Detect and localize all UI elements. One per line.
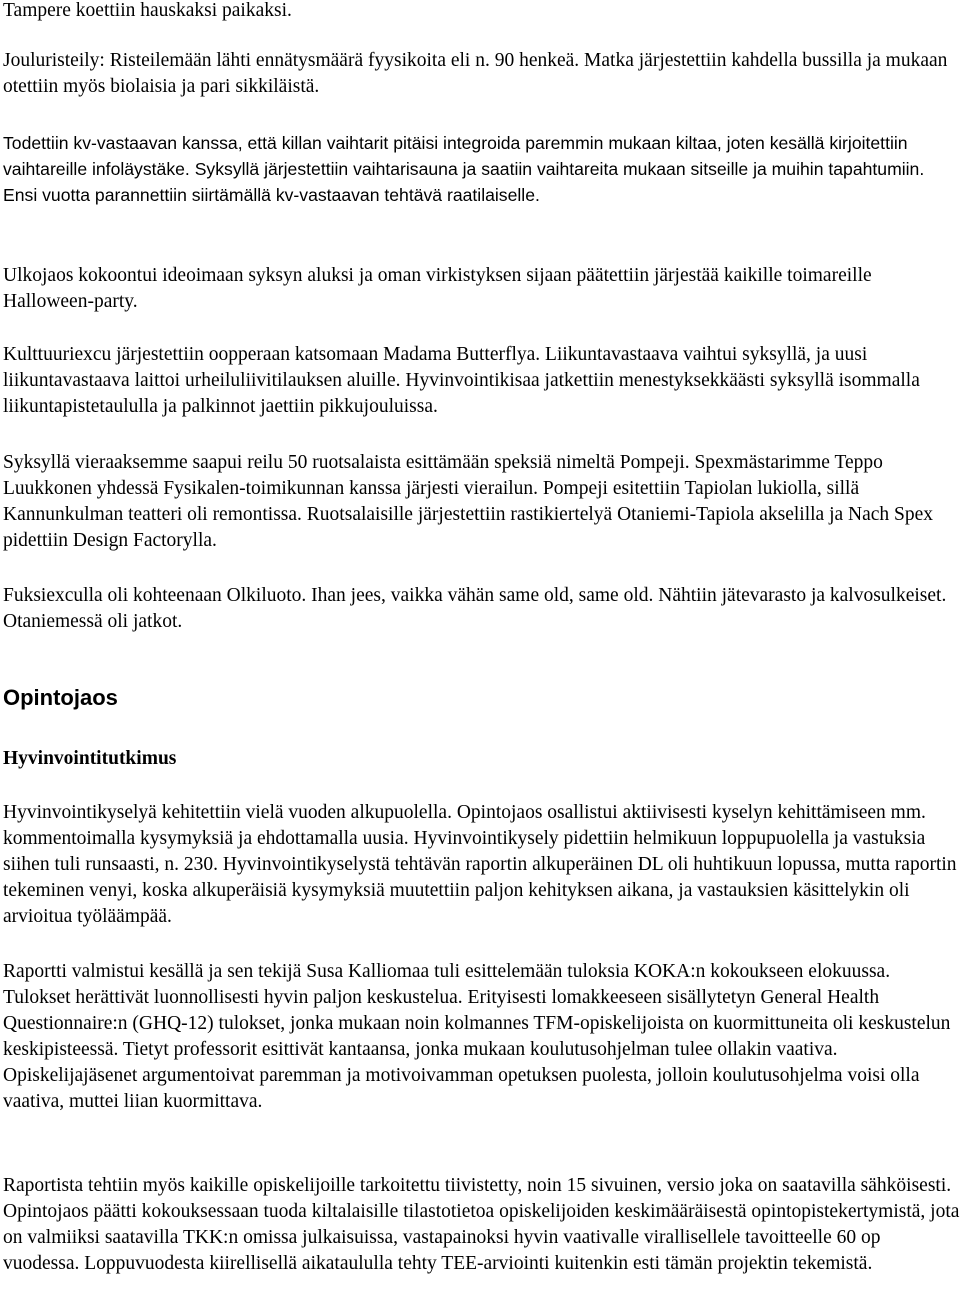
paragraph-kv-vastaava [3, 130, 960, 208]
subsection-heading: Hyvinvointitutkimus [3, 748, 177, 769]
paragraph-jouluristeily: Jouluristeily: Risteilemään lähti ennätysmäärä fyysikoita eli n. 90 henkeä. Matka järjestettiin kahdella bussilla ja mukaan otettiin myös biolaisia ja pari sikkiläistä. [3, 50, 948, 97]
paragraph-hyvinvointikysely: Hyvinvointikyselyä kehitettiin vielä vuoden alkupuolella. Opintojaos osallistui aktiivisesti kyselyn kehittämiseen mm. kommentoimalla kysymyksiä ja ehdottamalla uusia. Hyvinvointikysely pidettiin helmikuun loppupuolella ja vastuksia siihen tuli runsaasti, n. 230. Hyvinvointikyselystä tehtävän raportin alkuperäinen DL oli huhtikuun lopussa, mutta raportin tekeminen venyi, koska alkuperäisiä kysymyksiä muutettiin paljon kehityksen aikana, ja vastauksien käsittelykin oli arvioitua työläämpää. [3, 802, 957, 927]
paragraph-pompeji: Syksyllä vieraaksemme saapui reilu 50 ruotsalaista esittämään speksiä nimeltä Pompeji. Spexmästarimme Teppo Luukkonen yhdessä Fysikalen-toimikunnan kanssa järjesti vierailun. Pompeji esitettiin Tapiolan lukiolla, sillä Kannunkulman teatteri oli remontissa. Ruotsalaisille järjestettiin rastikiertelyä Otaniemi-Tapiola akselilla ja Nach Spex pidettiin Design Factorylla. [3, 452, 934, 551]
section-heading: Opintojaos [3, 685, 118, 710]
paragraph-tampere: Tampere koettiin hauskaksi paikaksi. [3, 0, 292, 21]
paragraph-fuksiexcu: Fuksiexculla oli kohteenaan Olkiluoto. Ihan jees, vaikka vähän same old, same old. Nähtiin jätevarasto ja kalvosulkeiset. Otaniemessä oli jatkot. [3, 585, 947, 632]
paragraph-kv-part3: Ensi vuotta parannettiin siirtämällä kv-vastaavan tehtävä raatilaiselle. [3, 185, 540, 205]
paragraph-kv-part2: Syksyllä järjestettiin vaihtarisauna ja saatiin vaihtareita mukaan sitseille ja muihin tapahtumiin. [194, 159, 925, 179]
paragraph-tiivistelma: Raportista tehtiin myös kaikille opiskelijoille tarkoitettu tiivistetty, noin 15 sivuinen, versio joka on saatavilla sähköisesti. Opintojaos päätti kokouksessaan tuoda kiltalaisille tilastotietoa opiskelijoiden keskimääräisestä opintopistekertymistä, jota on valmiiksi saatavilla TKK:n omissa julkaisuissa, vastapainoksi hyvin vaativalle virallisellele tavoitteelle 60 op vuodessa. Loppuvuodesta kiirellisellä aikataululla tehty TEE-arviointi kuitenkin esti tämän projektin tekemistä. [3, 1175, 960, 1274]
paragraph-kv-part1: Todettiin kv-vastaavan kanssa, että killan vaihtarit pitäisi integroida paremmin mukaan kiltaa, joten kesällä kirjoitettiin vaihtareille infoläystäke. [3, 133, 908, 179]
paragraph-ulkojaos: Ulkojaos kokoontui ideoimaan syksyn aluksi ja oman virkistyksen sijaan päätettiin järjestää kaikille toimareille Halloween-party. [3, 265, 872, 312]
paragraph-kulttuuriexcu: Kulttuuriexcu järjestettiin oopperaan katsomaan Madama Butterflya. Liikuntavastaava vaihtui syksyllä, ja uusi liikuntavastaava laittoi urheiluliivitilauksen aluille. Hyvinvointikisaa jatkettiin menestyksekkäästi syksyllä isommalla liikuntapistetaululla ja palkinnot jaettiin pikkujouluissa. [3, 344, 920, 417]
paragraph-raportti: Raportti valmistui kesällä ja sen tekijä Susa Kalliomaa tuli esittelemään tuloksia KOKA:n kokoukseen elokuussa. Tulokset herättivät luonnollisesti hyvin paljon keskustelua. Erityisesti lomakkeeseen sisällytetyn General Health Questionnaire:n (GHQ-12) tulokset, jonka mukaan noin kolmannes TFM-opiskelijoista on kuormittuneita oli keskustelun keskipisteessä. Tietyt professorit esittivät kantaansa, jonka mukaan koulutusohjelman tulee ollakin vaativa. Opiskelijajäsenet argumentoivat paremman ja motivoivamman opetuksen puolesta, jolloin koulutusohjelma voisi olla vaativa, muttei liian kuormittava. [3, 961, 951, 1112]
